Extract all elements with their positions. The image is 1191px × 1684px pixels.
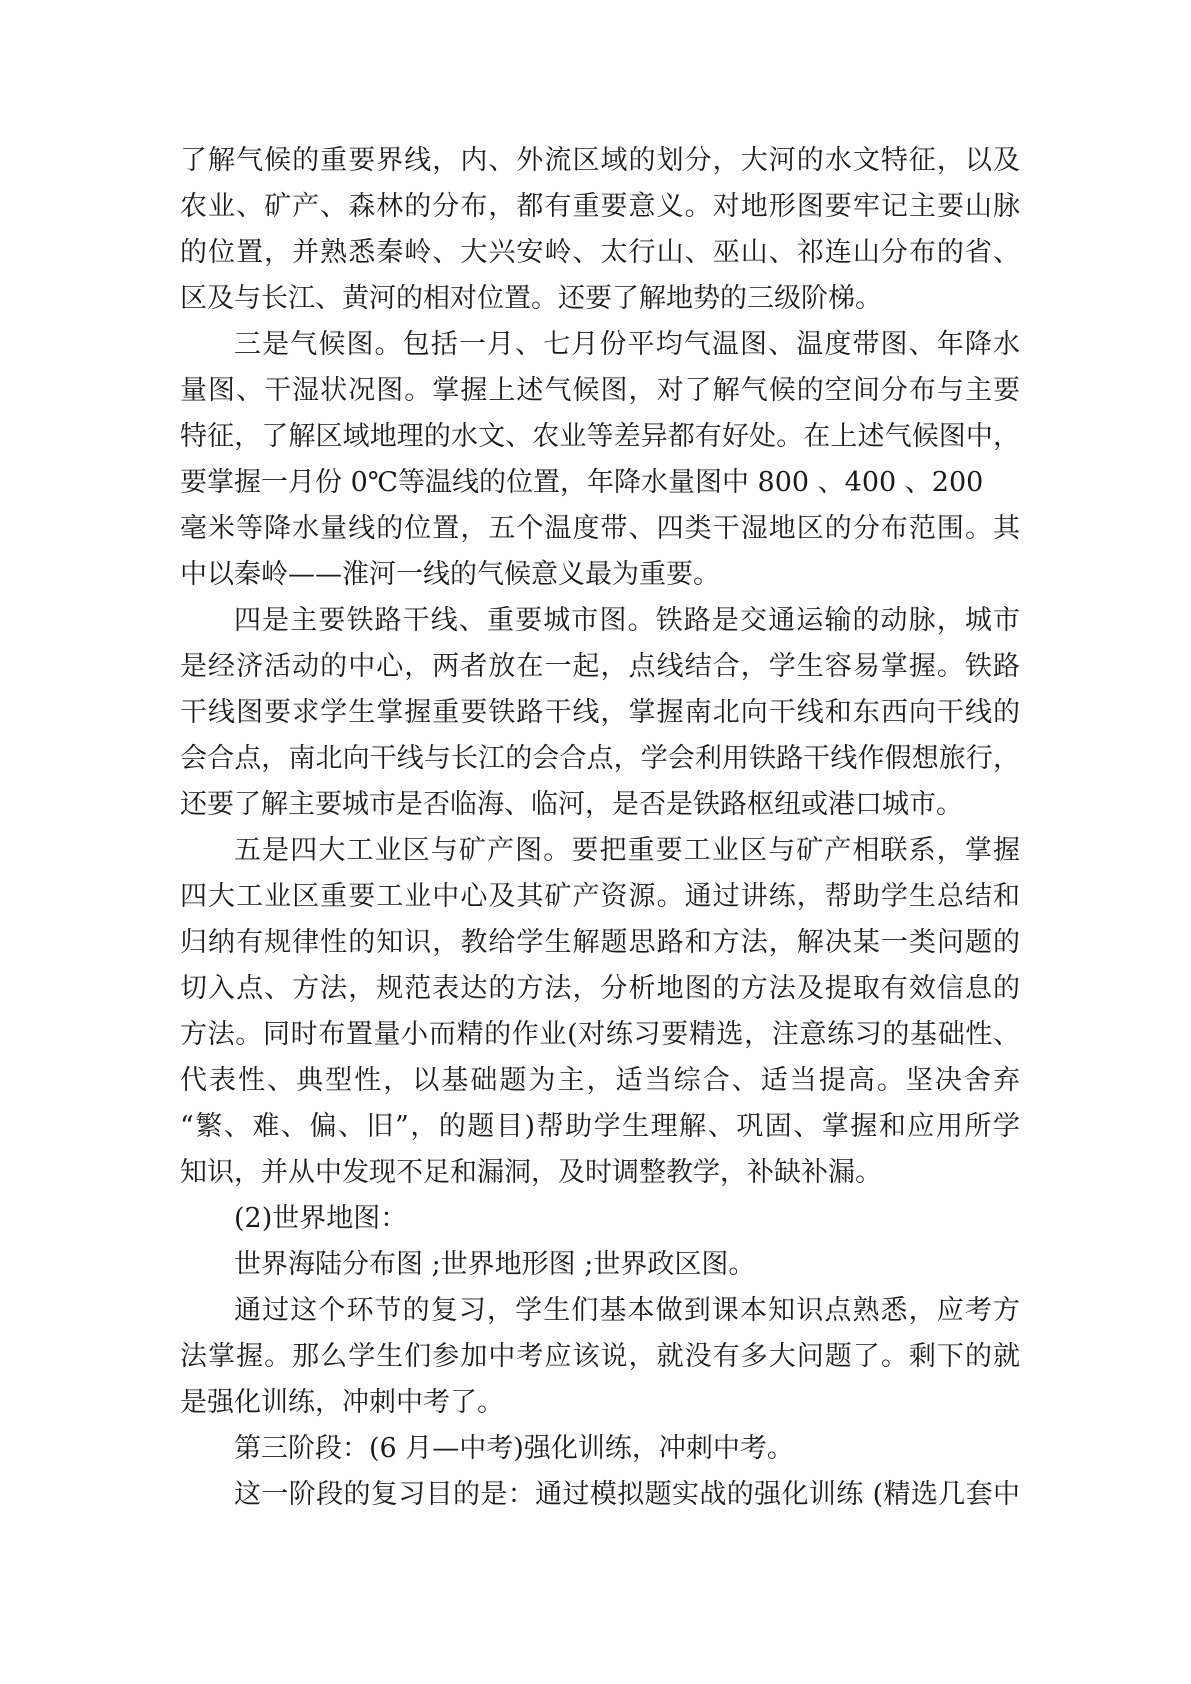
text-line: 四大工业区重要工业中心及其矿产资源。通过讲练，帮助学生总结和 <box>180 881 1020 912</box>
text-line: 是经济活动的中心，两者放在一起，点线结合，学生容易掌握。铁路 <box>180 651 1020 682</box>
text-line: 代表性、典型性，以基础题为主，适当综合、适当提高。坚决舍弃 <box>180 1065 1020 1096</box>
text-line: 这一阶段的复习目的是：通过模拟题实战的强化训练 (精选几套中 <box>234 1479 1020 1510</box>
text-line: 切入点、方法，规范表达的方法，分析地图的方法及提取有效信息的 <box>180 973 1020 1004</box>
text-line: (2)世界地图： <box>234 1203 408 1234</box>
text-line: 四是主要铁路干线、重要城市图。铁路是交通运输的动脉，城市 <box>234 605 1020 636</box>
text-line: 区及与长江、黄河的相对位置。还要了解地势的三级阶梯。 <box>180 283 882 314</box>
text-line: 毫米等降水量线的位置，五个温度带、四类干湿地区的分布范围。其 <box>180 513 1020 544</box>
text-line: “繁、难、偏、旧”，的题目)帮助学生理解、巩固、掌握和应用所学 <box>180 1111 1020 1142</box>
text-line: 通过这个环节的复习，学生们基本做到课本知识点熟悉，应考方 <box>234 1295 1020 1326</box>
text-line: 要掌握一月份 0℃等温线的位置，年降水量图中 800 、400 、200 <box>180 467 984 498</box>
text-line: 五是四大工业区与矿产图。要把重要工业区与矿产相联系，掌握 <box>234 835 1020 866</box>
text-line: 干线图要求学生掌握重要铁路干线，掌握南北向干线和东西向干线的 <box>180 697 1020 728</box>
text-line: 归纳有规律性的知识，教给学生解题思路和方法，解决某一类问题的 <box>180 927 1020 958</box>
text-line: 会合点，南北向干线与长江的会合点，学会利用铁路干线作假想旅行， <box>180 743 1020 774</box>
text-line: 第三阶段：(6 月—中考)强化训练，冲刺中考。 <box>234 1433 794 1464</box>
text-line: 是强化训练，冲刺中考了。 <box>180 1387 504 1418</box>
text-line: 的位置，并熟悉秦岭、大兴安岭、太行山、巫山、祁连山分布的省、 <box>180 237 1020 268</box>
text-line: 了解气候的重要界线，内、外流区域的划分，大河的水文特征，以及 <box>180 145 1020 176</box>
text-line: 特征，了解区域地理的水文、农业等差异都有好处。在上述气候图中， <box>180 421 1020 452</box>
document-body-text <box>180 138 1020 1518</box>
text-line: 量图、干湿状况图。掌握上述气候图，对了解气候的空间分布与主要 <box>180 375 1020 406</box>
text-line: 知识，并从中发现不足和漏洞，及时调整教学，补缺补漏。 <box>180 1157 882 1188</box>
text-line: 世界海陆分布图 ;世界地形图 ;世界政区图。 <box>234 1249 756 1280</box>
text-line: 方法。同时布置量小而精的作业(对练习要精选，注意练习的基础性、 <box>180 1019 1020 1050</box>
text-line: 法掌握。那么学生们参加中考应该说，就没有多大问题了。剩下的就 <box>180 1341 1020 1372</box>
text-line: 中以秦岭——淮河一线的气候意义最为重要。 <box>180 559 720 590</box>
text-line: 三是气候图。包括一月、七月份平均气温图、温度带图、年降水 <box>234 329 1020 360</box>
text-line: 还要了解主要城市是否临海、临河，是否是铁路枢纽或港口城市。 <box>180 789 963 820</box>
text-line: 农业、矿产、森林的分布，都有重要意义。对地形图要牢记主要山脉 <box>180 191 1020 222</box>
